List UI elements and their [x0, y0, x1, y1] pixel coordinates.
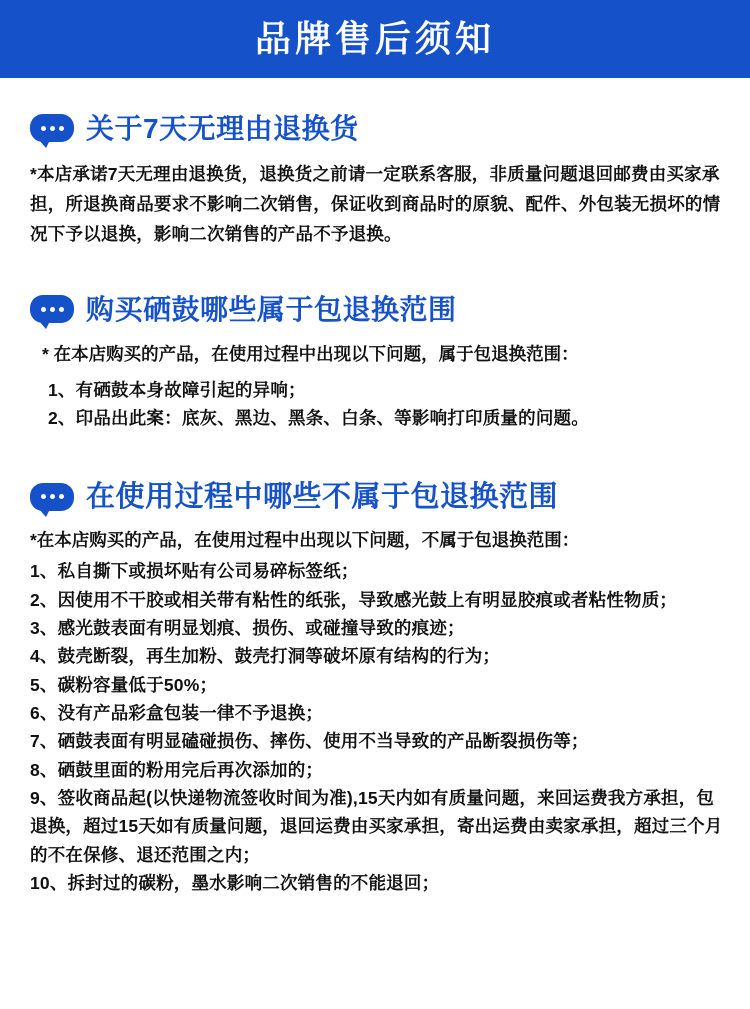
list-item: 4、鼓壳断裂，再生加粉、鼓壳打洞等破坏原有结构的行为；: [30, 646, 501, 667]
section-list: [30, 557, 724, 897]
speech-bubble-icon: [30, 114, 74, 144]
section-header: [30, 295, 724, 326]
speech-bubble-icon: [30, 295, 74, 325]
section-lead: * 在本店购买的产品，在使用过程中出现以下问题，属于包退换范围：: [42, 343, 579, 364]
list-item: 10、拆封过的碳粉，墨水影响二次销售的不能退回；: [30, 873, 440, 894]
speech-bubble-icon: [30, 483, 74, 513]
list-item: 2、印品出此案：底灰、黑边、黑条、白条、等影响打印质量的问题。: [48, 407, 589, 428]
list-item: 1、有硒鼓本身故障引起的异响；: [48, 379, 306, 400]
list-item: 7、硒鼓表面有明显磕碰损伤、摔伤、使用不当导致的产品断裂损伤等；: [30, 731, 589, 752]
list-item: 6、没有产品彩盒包装一律不予退换；: [30, 702, 324, 723]
list-item: 5、碳粉容量低于50%；: [30, 674, 218, 695]
list-item: 3、感光鼓表面有明显划痕、损伤、或碰撞导致的痕迹；: [30, 617, 465, 638]
list-item: 9、签收商品起(以快递物流签收时间为准),15天内如有质量问题，来回运费我方承担，包退换，超过15天如有质量问题，退回运费由买家承担，寄出运费由卖家承担，超过三个月的不在保修、退还范围之内；: [30, 788, 723, 865]
section-header: [30, 482, 724, 514]
section-title: 购买硒鼓哪些属于包退换范围: [86, 294, 457, 326]
section-return-policy: [30, 114, 724, 249]
section-excluded-scope: [30, 482, 724, 898]
page-title: 品牌售后须知: [254, 18, 495, 59]
page-banner: [0, 0, 750, 78]
list-item: 1、私自撕下或损坏贴有公司易碎标签纸；: [30, 561, 359, 582]
section-header: [30, 114, 724, 145]
section-title: 关于7天无理由退换货: [86, 113, 359, 144]
section-list: [30, 376, 724, 432]
content-area: [0, 114, 750, 897]
section-covered-scope: [30, 295, 724, 432]
section-lead: *在本店购买的产品，在使用过程中出现以下问题，不属于包退换范围：: [30, 529, 580, 550]
list-item: 2、因使用不干胶或相关带有粘性的纸张，导致感光鼓上有明显胶痕或者粘性物质；: [30, 589, 678, 610]
section-title: 在使用过程中哪些不属于包退换范围: [86, 480, 559, 513]
section-paragraph: *本店承诺7天无理由退换货，退换货之前请一定联系客服，非质量问题退回邮费由买家承担，所退换商品要求不影响二次销售，保证收到商品时的原貌、配件、外包装无损坏的情况下予以退换，影响二次销售的产品不予退换。: [30, 163, 721, 244]
list-item: 8、硒鼓里面的粉用完后再次添加的；: [30, 759, 324, 780]
